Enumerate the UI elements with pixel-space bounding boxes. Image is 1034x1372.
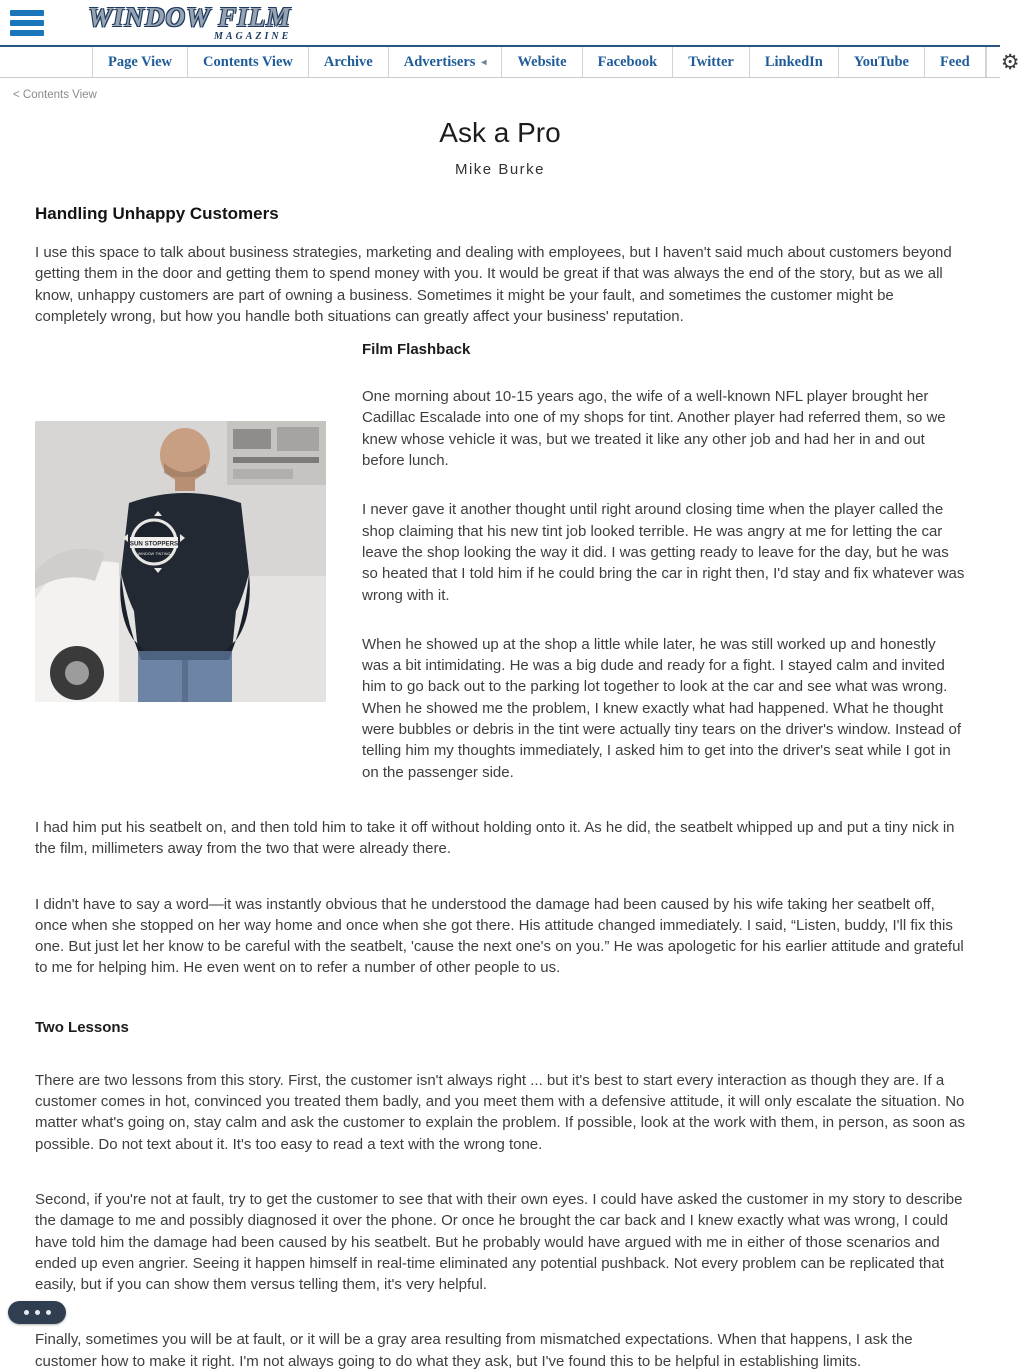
- menu-bar: [10, 20, 44, 26]
- nav-label: Feed: [939, 53, 970, 70]
- lessons-heading: Two Lessons: [35, 1018, 129, 1036]
- nav-label: Advertisers: [403, 53, 476, 70]
- flashback-column: [362, 341, 965, 783]
- nav-label: Archive: [323, 53, 373, 70]
- seatbelt-paragraph: I had him put his seatbelt on, and then told him to take it off without holding onto it. As he did, the seatbelt whipped up and put a tiny nick in the film, millimeters away from the two that were already there.: [35, 818, 955, 858]
- breadcrumb-contents-view[interactable]: < Contents View: [13, 89, 97, 101]
- media-section: [35, 341, 965, 783]
- lesson-paragraph-1: There are two lessons from this story. First, the customer isn't always right ... but it's best to start every interaction as though they are. If a customer comes in hot, convinced you treated them badly, and you meet them with a defensive attitude, it will only escalate the situation. No matter what's going on, stay calm and ask the customer to explain the problem. If possible, look at the work with them, in person, as soon as possible. Do not text about it. It's too easy to read a text with the wrong tone.: [35, 1071, 965, 1153]
- shirt-logo-subtext: WINDOW TINTING: [137, 552, 171, 557]
- flashback-paragraph-1: One morning about 10-15 years ago, the wife of a well-known NFL player brought her Cadillac Escalade into one of my shops for tint. Another player had referred them, so we knew whose vehicle it was, but we treated it like any other job and had her in and out before lunch.: [362, 388, 946, 470]
- lesson-paragraph-3: Finally, sometimes you will be at fault, or it will be a gray area resulting from mismatched expectations. When that happens, I ask the customer how to make it right. I'm not always going to do what they ask, but I've found this to be helpful in establishing limits.: [35, 1331, 913, 1370]
- flashback-heading: Film Flashback: [362, 341, 471, 359]
- header-bar: [0, 0, 1000, 47]
- nav-label: Facebook: [597, 53, 658, 70]
- nav-facebook[interactable]: [582, 47, 673, 77]
- nav-label: Page View: [108, 53, 173, 70]
- photo-illustration: [35, 421, 326, 702]
- logo-title: WINDOW FILM: [88, 1, 292, 32]
- article-photo: [35, 421, 326, 783]
- nav-twitter[interactable]: [672, 47, 749, 77]
- dot: [46, 1310, 51, 1315]
- resolution-paragraph: I didn't have to say a word—it was instantly obvious that he understood the damage had been caused by his wife taking her seatbelt off, once when she stopped on her way home and once when she got there. His attitude changed immediately. I said, “Listen, buddy, I'll fix this one. But just let her know to be careful with the seatbelt, 'cause the next one's on you.” He was apologetic for his earlier attitude and grateful to me for helping him. He even went on to refer a number of other people to us.: [35, 895, 964, 977]
- nav-label: Website: [517, 53, 567, 70]
- chevron-dropdown-icon: ◂: [481, 56, 487, 68]
- menu-bar: [10, 30, 44, 36]
- nav-youtube[interactable]: [838, 47, 924, 77]
- nav-label: Twitter: [688, 53, 734, 70]
- article-heading: Handling Unhappy Customers: [35, 204, 279, 223]
- gear-icon[interactable]: ⚙: [986, 47, 1034, 77]
- nav-advertisers[interactable]: [388, 47, 502, 77]
- nav-contents-view[interactable]: [187, 47, 308, 77]
- article: [0, 117, 1000, 1372]
- intro-paragraph: I use this space to talk about business strategies, marketing and dealing with employees, but I haven't said much about customers beyond getting them in the door and getting them to spend money with you. It would be great if that was always the end of the story, but as we all know, unhappy customers are part of owning a business. Sometimes it might be your fault, and sometimes the customer might be completely wrong, but how you handle both situations can greatly affect your business' reputation.: [35, 244, 952, 325]
- flashback-paragraph-2: I never gave it another thought until right around closing time when the player called the shop claiming that his new tint job looked terrible. He was angry at me for letting the car leave the shop looking the way it did. I was getting ready to leave for the day, but he was so heated that I told him if he could bring the car in right then, I'd stay and fix whatever was wrong with it.: [362, 501, 965, 604]
- nav-label: LinkedIn: [764, 53, 823, 70]
- main-nav: [0, 47, 1020, 78]
- shirt-logo-text: SUN STOPPERS: [129, 540, 179, 548]
- page-title: Ask a Pro: [439, 117, 561, 148]
- nav-page-view[interactable]: [92, 47, 187, 77]
- nav-feed[interactable]: [924, 47, 986, 77]
- more-options-button[interactable]: [8, 1301, 66, 1324]
- nav-label: Contents View: [203, 53, 293, 70]
- byline: Mike Burke: [454, 161, 546, 178]
- dot: [24, 1310, 29, 1315]
- nav-website[interactable]: [501, 47, 581, 77]
- nav-label: YouTube: [853, 53, 909, 70]
- nav-archive[interactable]: [308, 47, 388, 77]
- lesson-paragraph-2: Second, if you're not at fault, try to get the customer to see that with their own eyes. I could have asked the customer in my story to describe the damage to me and possibly diagnosed it over the phone. Or once he brought the car back and I knew exactly what was wrong, I could have told him the damage had been caused by his seatbelt. But he probably would have argued with me in either of those scenarios and ended up even angrier. Seeing it happen himself in real-time eliminated any potential pushback. Not every problem can be replicated that easily, but if you can show them versus telling them, it's very helpful.: [35, 1190, 963, 1294]
- article-body: [35, 817, 965, 1372]
- menu-icon[interactable]: [10, 10, 44, 36]
- dot: [35, 1310, 40, 1315]
- magazine-logo[interactable]: [88, 1, 292, 42]
- flashback-paragraph-3: When he showed up at the shop a little while later, he was still worked up and honestly was a bit intimidating. He was a big dude and ready for a fight. I stayed calm and invited him to go back out to the parking lot together to look at the car and see what was wrong. When he showed me the problem, I knew exactly what had happened. What he thought were bubbles or debris in the tint were actually tiny tears on the driver's window. Instead of telling him my thoughts immediately, I asked him to get into the driver's seat while I got in on the passenger side.: [362, 635, 962, 781]
- nav-linkedin[interactable]: [749, 47, 838, 77]
- logo-subtitle: MAGAZINE: [213, 30, 292, 42]
- menu-bar: [10, 10, 44, 16]
